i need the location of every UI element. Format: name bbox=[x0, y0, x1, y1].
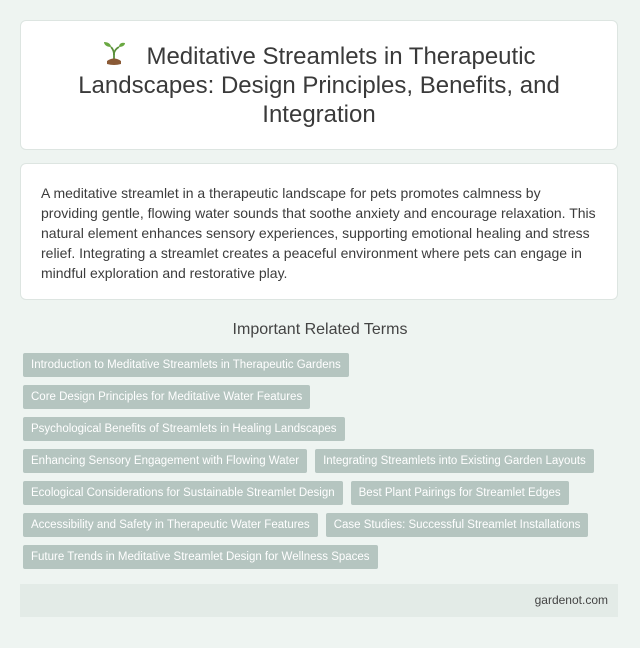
tag-row bbox=[23, 513, 623, 537]
related-term-tag[interactable]: Enhancing Sensory Engagement with Flowing Water bbox=[23, 449, 307, 473]
related-term-tag[interactable]: Best Plant Pairings for Streamlet Edges bbox=[351, 481, 569, 505]
related-term-tag[interactable]: Case Studies: Successful Streamlet Installations bbox=[326, 513, 589, 537]
related-term-tag[interactable]: Core Design Principles for Meditative Water Features bbox=[23, 385, 310, 409]
sprout-icon bbox=[102, 41, 126, 67]
tag-row bbox=[23, 417, 623, 441]
footer-site-link[interactable]: gardenot.com bbox=[534, 593, 608, 607]
related-term-tag[interactable]: Introduction to Meditative Streamlets in Therapeutic Gardens bbox=[23, 353, 349, 377]
related-terms-list bbox=[23, 353, 623, 577]
related-term-tag[interactable]: Psychological Benefits of Streamlets in Healing Landscapes bbox=[23, 417, 345, 441]
related-term-tag[interactable]: Ecological Considerations for Sustainable Streamlet Design bbox=[23, 481, 343, 505]
footer bbox=[20, 584, 618, 617]
tag-row bbox=[23, 449, 623, 473]
description-card bbox=[20, 163, 618, 300]
page-title-text: Meditative Streamlets in Therapeutic Landscapes: Design Principles, Benefits, and Integration bbox=[78, 43, 560, 128]
related-terms-heading: Important Related Terms bbox=[232, 321, 408, 338]
title-card bbox=[20, 20, 618, 150]
description-text: A meditative streamlet in a therapeutic landscape for pets promotes calmness by providing gentle, flowing water sounds that soothe anxiety and encourage relaxation. This natural element enhances sensory experiences, supporting emotional healing and stress relief. Integrating a streamlet creates a peaceful environment where pets can engage in mindful exploration and restorative play. bbox=[41, 185, 596, 281]
related-term-tag[interactable]: Accessibility and Safety in Therapeutic Water Features bbox=[23, 513, 318, 537]
tag-row bbox=[23, 385, 623, 409]
related-term-tag[interactable]: Integrating Streamlets into Existing Garden Layouts bbox=[315, 449, 594, 473]
tag-row bbox=[23, 481, 623, 505]
tag-row bbox=[23, 545, 623, 569]
page-title bbox=[61, 41, 577, 129]
tag-row bbox=[23, 353, 623, 377]
related-term-tag[interactable]: Future Trends in Meditative Streamlet Design for Wellness Spaces bbox=[23, 545, 378, 569]
